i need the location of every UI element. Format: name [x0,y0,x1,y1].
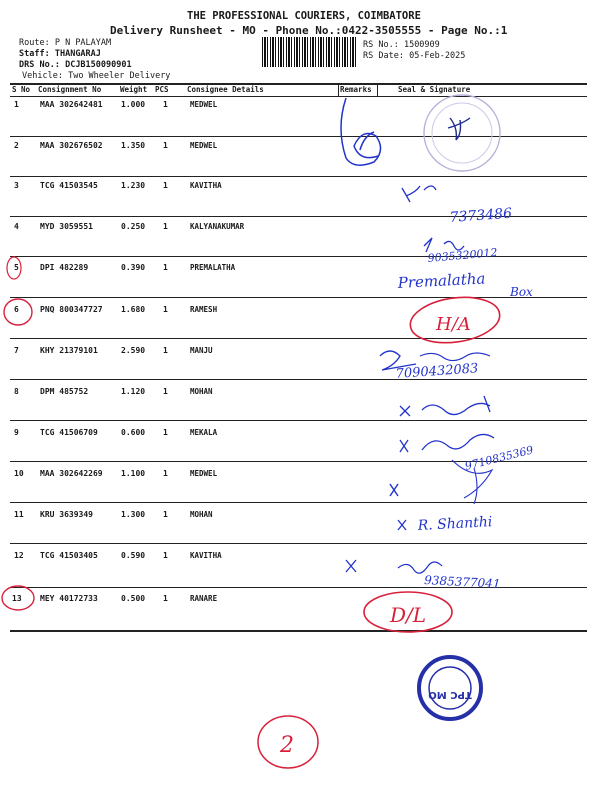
row-consignment: MAA 302676502 [40,141,103,150]
row-weight: 0.590 [121,551,146,560]
row-sno: 4 [14,222,19,231]
row11-mark [398,520,406,530]
row-weight: 0.600 [121,428,146,437]
row-pcs: 1 [163,469,168,478]
row-pcs: 1 [163,141,168,150]
row-pcs: 1 [163,181,168,190]
row-weight: 1.000 [121,100,146,109]
rs-no-value: 1500909 [403,40,440,50]
row-sno: 3 [14,181,19,190]
row-weight: 0.390 [121,263,146,272]
rs-no-label: RS No.: [363,40,399,50]
row4-phone: 9035320012 [427,245,498,265]
vehicle-value: Two Wheeler Delivery [68,71,171,81]
row-weight: 0.250 [121,222,146,231]
staff-label: Staff: [19,49,50,59]
row-sno: 1 [14,100,19,109]
row-pcs: 1 [163,387,168,396]
row11-signature: R. Shanthi [417,514,493,534]
row-pcs: 1 [163,428,168,437]
row-weight: 1.120 [121,387,146,396]
row-consignee: RAMESH [190,305,218,314]
row-sno: 11 [14,510,24,519]
row-pcs: 1 [163,100,168,109]
row-consignment: TCG 41503545 [40,181,98,190]
row-weight: 1.300 [121,510,146,519]
row-consignment: PNQ 800347727 [40,305,103,314]
row-sno: 10 [14,469,24,478]
row-consignment: TCG 41503405 [40,551,98,560]
row-weight: 2.590 [121,346,146,355]
row-consignee: RANARE [190,594,218,603]
row10-signature [390,484,398,496]
row-pcs: 1 [163,510,168,519]
row3-signature [402,186,436,202]
row13-note: D/L [390,603,427,627]
row-weight: 0.500 [121,594,146,603]
row12-phone: 9385377041 [423,573,501,591]
row1-signature [448,118,470,140]
row-consignment: MAA 302642269 [40,469,103,478]
row-pcs: 1 [163,222,168,231]
row-sno: 12 [14,551,24,560]
row-weight: 1.350 [121,141,146,150]
row-sno: 8 [14,387,19,396]
row-pcs: 1 [163,551,168,560]
row-pcs: 1 [163,263,168,272]
row-consignment: KRU 3639349 [40,510,93,519]
row-consignee: KAVITHA [190,181,222,190]
row-sno: 13 [12,594,22,603]
row-consignee: MANJU [190,346,213,355]
vehicle-label: Vehicle: [22,71,63,81]
row-consignment: KHY 21379101 [40,346,98,355]
row7-signature [420,353,490,361]
row9-phone: 9710835369 [463,443,535,473]
row-sno: 7 [14,346,19,355]
row7-phone: 7090432083 [395,361,479,382]
row5-signature: Premalatha [397,269,486,292]
row-sno: 6 [14,305,19,314]
row-consignment: MYD 3059551 [40,222,93,231]
row-weight: 1.680 [121,305,146,314]
row13-sno-circle [2,586,34,610]
row6-sno-circle [4,299,32,325]
row-consignee: PREMALATHA [190,263,236,272]
row-sno: 9 [14,428,19,437]
row-consignee: MEDWEL [190,100,218,109]
stamp-text: TPC MO [428,689,472,700]
row-consignment: MEY 40172733 [40,594,98,603]
col-header-consignment: Consignment No [38,85,102,94]
row-consignee: MEDWEL [190,469,218,478]
row-consignee: KAVITHA [190,551,222,560]
route-label: Route: [19,38,50,48]
row-pcs: 1 [163,305,168,314]
row8-signature [400,396,490,416]
footer-mark: 2 [280,733,294,758]
row-weight: 1.230 [121,181,146,190]
company-title: THE PROFESSIONAL COURIERS, COIMBATORE [187,10,421,22]
row12-remark-mark [346,560,356,572]
runsheet-subtitle: Delivery Runsheet - MO - Phone No.:0422-3505555 - Page No.:1 [110,24,508,37]
row2-remark-scribble [341,98,381,165]
col-header-signature: Seal & Signature [398,85,471,94]
row-consignee: MEKALA [190,428,218,437]
col-header-pcs: PCS [155,85,169,94]
faint-seal [424,95,500,171]
row-consignment: TCG 41506709 [40,428,98,437]
row3-phone: 7373486 [449,205,513,226]
col-header-consignee: Consignee Details [187,85,264,94]
col-header-remarks: Remarks [340,85,372,94]
row-sno: 2 [14,141,19,150]
office-stamp [419,657,481,719]
row6-note: H/A [436,314,471,335]
row5-sno-circle [7,257,21,279]
row-consignee: KALYANAKUMAR [190,222,245,231]
col-header-weight: Weight [120,85,148,94]
row5-note: Box [510,285,533,299]
route-value: P N PALAYAM [54,38,112,48]
row-pcs: 1 [163,594,168,603]
row-consignee: MOHAN [190,387,213,396]
row-consignment: DPI 482289 [40,263,89,272]
row-sno: 5 [14,263,19,272]
row-consignee: MEDWEL [190,141,218,150]
drs-label: DRS No.: [19,60,60,70]
row-pcs: 1 [163,346,168,355]
row-consignment: DPM 485752 [40,387,89,396]
row-weight: 1.100 [121,469,146,478]
row12-signature [398,562,442,573]
rs-date-value: 05-Feb-2025 [409,51,466,61]
col-header-sno: S No [12,85,31,94]
row-consignment: MAA 302642481 [40,100,103,109]
rs-date-label: RS Date: [363,51,404,61]
row-consignee: MOHAN [190,510,213,519]
drs-value: DCJB150090901 [65,60,132,70]
row9-signature [400,434,494,452]
staff-value: THANGARAJ [54,49,101,59]
